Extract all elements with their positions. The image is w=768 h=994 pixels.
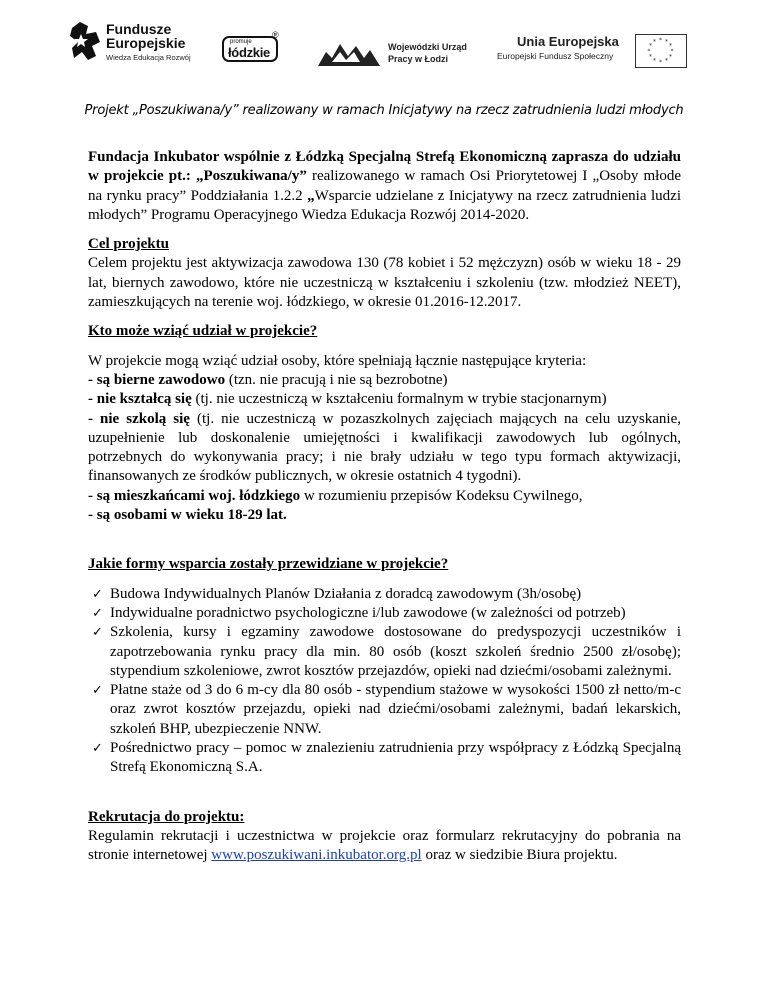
- wup-lodz-logo: [318, 40, 478, 70]
- criterion-1: [88, 371, 681, 390]
- wup-line2: Pracy w Łodzi: [388, 54, 449, 64]
- svg-text:*: *: [665, 38, 668, 46]
- list-item: [88, 739, 681, 778]
- criterion-1-bold: - są bierne zawodowo: [88, 371, 226, 388]
- checkmark-icon: ✓: [92, 741, 103, 757]
- criterion-2-bold: - nie kształcą się: [88, 391, 192, 408]
- svg-text:*: *: [647, 48, 651, 55]
- fundusze-europejskie-logo: [70, 20, 205, 70]
- criterion-5-bold: - są osobami w wieku 18-29 lat.: [88, 507, 287, 524]
- recruitment-text: [88, 827, 681, 866]
- intro-rest-2: Wsparcie udzielane z Inicjatywy na rzecz zatrudnienia ludzi młodych” Programu Operacyjnego Wiedza Edukacja Rozwój 2014-2020.: [88, 187, 681, 223]
- list-item: [88, 604, 681, 623]
- svg-text:*: *: [653, 57, 656, 65]
- intro-bold: Fundacja Inkubator wspólnie z Łódzką Specjalną Strefą Ekonomiczną zaprasza do udziału w projekcie pt.: „Poszukiwana/y”: [88, 149, 681, 185]
- list-item: [88, 585, 681, 604]
- svg-text:*: *: [653, 38, 656, 46]
- svg-text:*: *: [659, 59, 662, 66]
- recruitment-after: oraz w siedzibie Biura projektu.: [421, 847, 618, 864]
- list-item: [88, 623, 681, 681]
- intro-rest-1: realizowanego w ramach Osi Priorytetowej I „Osoby młode na rynku pracy” Poddziałania 1.2.2: [88, 168, 681, 204]
- fe-line2: Europejskie: [106, 35, 186, 51]
- svg-text:*: *: [670, 48, 674, 55]
- recruitment-website-link[interactable]: www.poszukiwani.inkubator.org.pl: [211, 847, 422, 864]
- criterion-4-rest: w rozumieniu przepisów Kodeksu Cywilnego,: [300, 487, 583, 504]
- svg-text:*: *: [649, 53, 652, 61]
- wup-line1: Wojewódzki Urząd: [388, 42, 467, 52]
- support-item-text: Pośrednictwo pracy – pomoc w znalezieniu zatrudnienia przy współpracy z Łódzką Specjalną Strefą Ekonomiczną S.A.: [110, 740, 681, 776]
- criterion-4-bold: - są mieszkańcami woj. łódzkiego: [88, 487, 301, 504]
- support-item-text: Indywidualne poradnictwo psychologiczne i/lub zawodowe (w zależności od potrzeb): [110, 604, 626, 621]
- ue-line1: Unia Europejska: [517, 34, 619, 49]
- intro-paragraph: [88, 148, 681, 225]
- criterion-1-rest: (tzn. nie pracują i nie są bezrobotne): [225, 371, 448, 388]
- checkmark-icon: ✓: [92, 586, 103, 602]
- svg-text:*: *: [669, 42, 672, 50]
- header-logos: [0, 0, 768, 80]
- svg-text:*: *: [669, 53, 672, 61]
- who-heading: Kto może wziąć udział w projekcie?: [88, 323, 318, 340]
- unia-europejska-logo: [497, 34, 697, 70]
- support-item-text: Płatne staże od 3 do 6 m-cy dla 80 osób - stypendium stażowe w wysokości 1500 zł netto/m-c oraz zwrot kosztów przejazdu, opieki nad dziećmi/osobami zależnymi, badań lekarskich, szkoleń BHP, ubezpieczenie NNW.: [110, 682, 681, 737]
- support-item-text: Szkolenia, kursy i egzaminy zawodowe dostosowane do predyspozycji uczestników i zapotrzebowania rynku pracy dla min. 80 osób (koszt szkoleń średnio 2500 zł/osobę); stypendium szkoleniowe, zwrot kosztów przejazdów, opieki nad dziećmi/osobami zależnymi.: [110, 624, 681, 679]
- fe-line3: Wiedza Edukacja Rozwój: [106, 53, 191, 62]
- project-title-line: Projekt „Poszukiwana/y” realizowany w ramach Inicjatywy na rzecz zatrudnienia ludzi młodych: [84, 103, 684, 118]
- criterion-3-bold: - nie szkolą się: [88, 410, 190, 427]
- pl-big: łódzkie: [228, 45, 270, 60]
- svg-text:*: *: [659, 37, 662, 44]
- document-body: [88, 148, 681, 866]
- intro-bold-2: „: [307, 187, 315, 204]
- criterion-2: [88, 390, 681, 409]
- goal-heading: Cel projektu: [88, 236, 169, 253]
- wup-mountains-icon: [318, 40, 382, 68]
- checkmark-icon: ✓: [92, 625, 103, 641]
- support-list: [88, 585, 681, 778]
- criterion-3-rest: (tj. nie uczestniczą w pozaszkolnych zajęciach mających na celu uzyskanie, uzupełnienie lub doskonalenie umiejętności i kwalifikacji zawodowych lub ogólnych, potrzebnych do wykonywania pracy; i nie brały udziału w tego typu formach aktywizacji, finansowanych ze środków publicznych, w okresie ostatnich 4 tygodni).: [88, 410, 681, 485]
- support-item-text: Budowa Indywidualnych Planów Działania z doradcą zawodowym (3h/osobę): [110, 585, 582, 602]
- eu-flag-icon: [635, 34, 687, 68]
- promuje-lodzkie-logo: [222, 36, 278, 62]
- criterion-2-rest: (tj. nie uczestniczą w kształceniu formalnym w trybie stacjonarnym): [191, 391, 607, 408]
- registered-mark: ®: [272, 30, 279, 40]
- fe-star-icon: [70, 20, 102, 64]
- criterion-5: [88, 506, 681, 525]
- fe-line1: Fundusze: [106, 21, 172, 37]
- ue-line2: Europejski Fundusz Społeczny: [497, 51, 614, 61]
- recruitment-heading: Rekrutacja do projektu:: [88, 808, 245, 825]
- goal-text: Celem projektu jest aktywizacja zawodowa 130 (78 kobiet i 52 mężczyzn) osób w wieku 18 - 29 lat, biernych zawodowo, które nie uczestniczą w kształceniu i szkoleniu (tzw. młodzież NEET), zamieszkujących na terenie woj. łódzkiego, w okresie 01.2016-12.2017.: [88, 255, 681, 311]
- list-item: [88, 681, 681, 739]
- who-lead: W projekcie mogą wziąć udział osoby, które spełniają łącznie następujące kryteria:: [88, 352, 587, 369]
- svg-text:*: *: [649, 42, 652, 50]
- pl-small: promuje: [230, 39, 252, 45]
- checkmark-icon: ✓: [92, 683, 103, 699]
- support-heading: Jakie formy wsparcia zostały przewidziane w projekcie?: [88, 556, 449, 573]
- svg-text:*: *: [665, 57, 668, 65]
- checkmark-icon: ✓: [92, 605, 103, 621]
- criterion-4: [88, 487, 681, 506]
- criterion-3: [88, 410, 681, 487]
- recruitment-before: Regulamin rekrutacji i uczestnictwa w projekcie oraz formularz rekrutacyjny do pobrania na stronie internetowej: [88, 827, 681, 864]
